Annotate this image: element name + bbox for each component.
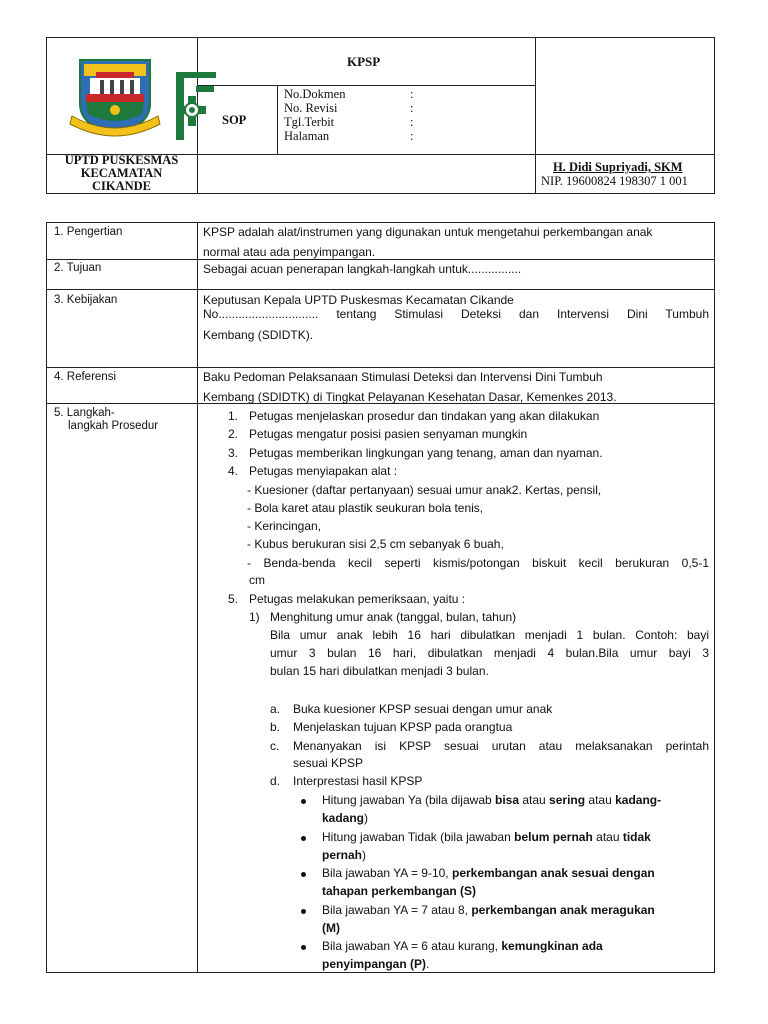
kebijakan-text: Kembang (SDIDTK). [203,328,314,342]
step-text: Petugas menjelaskan prosedur dan tindakan yang akan dilakukan [249,409,600,423]
org-line: CIKANDE [91,179,152,193]
meta-sep: : [410,101,414,115]
pengertian-text: normal atau ada penyimpangan. [203,245,376,259]
referensi-text: Kembang (SDIDTK) di Tingkat Pelayanan Kesehatan Dasar, Kemenkes 2013. [203,390,617,404]
org-line: KECAMATAN [80,166,163,180]
bullet-text: pernah) [322,848,367,862]
kebijakan-text: No.............................. tentang Stimulasi Deteksi dan Intervensi Dini Tumbuh [203,307,709,321]
alpha-marker: a. [270,702,281,716]
step-number: 1. [228,409,239,423]
substep-detail: Bila umur anak lebih 16 hari dibulatkan menjadi 1 bulan. Contoh: bayi [270,628,709,642]
label-kebijakan: 3. Kebijakan [54,294,118,306]
bullet-text: Hitung jawaban Tidak (bila jawaban belum pernah atau tidak [322,830,651,844]
bullet-text: kadang) [322,811,369,825]
substep-text: Menghitung umur anak (tanggal, bulan, tahun) [270,610,517,624]
label-langkah: 5. Langkah- [54,407,115,419]
bullet-icon [301,909,306,914]
bullet-text: Bila jawaban YA = 9-10, perkembangan anak sesuai dengan [322,866,655,880]
step-number: 4. [228,464,239,478]
alpha-text: Menjelaskan tujuan KPSP pada orangtua [293,720,513,734]
organization-name [46,154,197,193]
meta-label: No. Revisi [284,101,338,115]
alat-item: - Benda-benda kecil seperti kismis/potongan biskuit kecil berukuran 0,5-1 [247,556,709,570]
step-number: 3. [228,446,239,460]
alat-item: - Kerincingan, [247,519,322,533]
referensi-text: Baku Pedoman Pelaksanaan Stimulasi Deteksi dan Intervensi Dini Tumbuh [203,370,603,384]
meta-label: No.Dokmen [284,87,346,101]
alpha-text: Buka kuesioner KPSP sesuai dengan umur anak [293,702,553,716]
alpha-marker: d. [270,774,281,788]
substep-detail: umur 3 bulan 16 hari, dibulatkan menjadi 4 bulan.Bila umur bayi 3 [270,646,709,660]
alat-item: - Kuesioner (daftar pertanyaan) sesuai umur anak2. Kertas, pensil, [247,483,602,497]
alpha-text: Menanyakan isi KPSP sesuai urutan atau melaksanakan perintah [293,739,709,753]
signatory-name: H. Didi Supriyadi, SKM [553,160,683,174]
step-number: 2. [228,427,239,441]
bullet-text: Hitung jawaban Ya (bila dijawab bisa atau sering atau kadang- [322,793,662,807]
bullet-text: Bila jawaban YA = 7 atau 8, perkembangan anak meragukan [322,903,655,917]
bullet-text: (M) [322,921,340,935]
meta-label: Tgl.Terbit [284,115,335,129]
label-langkah: langkah Prosedur [68,420,159,432]
step-text: Petugas menyiapakan alat : [249,464,398,478]
step-text: Petugas melakukan pemeriksaan, yaitu : [249,592,466,606]
meta-sep: : [410,115,414,129]
bullet-text: tahapan perkembangan (S) [322,884,477,898]
puskesmas-logo [64,54,224,144]
bullet-icon [301,836,306,841]
label-referensi: 4. Referensi [54,371,117,383]
substep-number: 1) [249,610,260,624]
alpha-marker: c. [270,739,280,753]
bullet-icon [301,945,306,950]
alpha-marker: b. [270,720,281,734]
alat-item: cm [249,573,265,587]
substep-detail: bulan 15 hari dibulatkan menjadi 3 bulan. [270,664,489,678]
step-text: Petugas memberikan lingkungan yang tenang, aman dan nyaman. [249,446,603,460]
alpha-text: sesuai KPSP [293,756,364,770]
alat-item: - Bola karet atau plastik seukuran bola tenis, [247,501,484,515]
bullet-text: Bila jawaban YA = 6 atau kurang, kemungkinan ada [322,939,603,953]
meta-label: Halaman [284,129,330,143]
label-tujuan: 2. Tujuan [54,262,102,274]
signatory-nip: NIP. 19600824 198307 1 001 [541,174,688,188]
sop-label: SOP [222,113,247,127]
meta-sep: : [410,129,414,143]
alat-item: - Kubus berukuran sisi 2,5 cm sebanyak 6 buah, [247,537,504,551]
step-text: Petugas mengatur posisi pasien senyaman mungkin [249,427,528,441]
pengertian-text: KPSP adalah alat/instrumen yang digunakan untuk mengetahui perkembangan anak [203,225,653,239]
step-number: 5. [228,592,239,606]
org-line: UPTD PUSKESMAS [64,153,179,167]
bullet-icon [301,799,306,804]
meta-sep: : [410,87,414,101]
kebijakan-text: Keputusan Kepala UPTD Puskesmas Kecamatan Cikande [203,293,514,307]
label-pengertian: 1. Pengertian [54,226,123,238]
bullet-icon [301,872,306,877]
alpha-text: Interprestasi hasil KPSP [293,774,423,788]
document-title: KPSP [347,54,381,69]
bullet-text: penyimpangan (P). [322,957,430,971]
tujuan-text: Sebagai acuan penerapan langkah-langkah untuk................ [203,262,522,276]
